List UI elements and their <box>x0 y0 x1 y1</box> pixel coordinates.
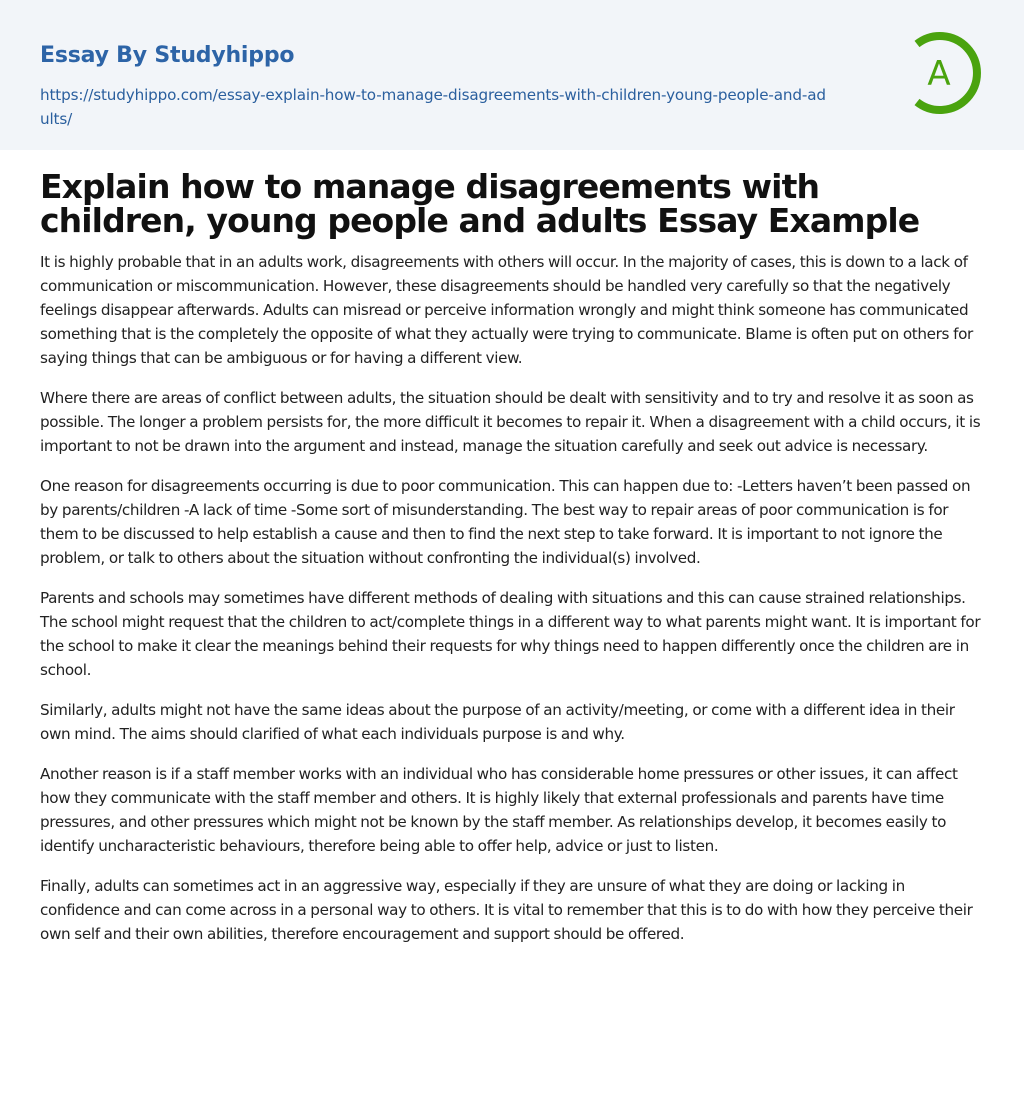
site-header <box>0 0 1024 150</box>
article-paragraph: One reason for disagreements occurring is due to poor communication. This can happen due to: -Letters haven’t been passed on by parents/children -A lack of time -Some sort of misunderstanding. The best way to repair areas of poor communication is for them to be discussed to help establish a cause and then to find the next step to take forward. It is important to not ignore the problem, or talk to others about the situation without confronting the individual(s) involved. <box>40 477 971 567</box>
article-paragraph: Parents and schools may sometimes have different methods of dealing with situations and this can cause strained relationships. The school might request that the children to act/complete things in a different way to what parents might want. It is important for the school to make it clear the meanings behind their requests for why things need to happen differently once the children are in school. <box>40 589 981 679</box>
page-title: Explain how to manage disagreements with children, young people and adults Essay Example <box>40 167 920 240</box>
article-paragraph: It is highly probable that in an adults work, disagreements with others will occur. In the majority of cases, this is down to a lack of communication or miscommunication. However, these disagreements should be handled very carefully so that the negatively feelings disappear afterwards. Adults can misread or perceive information wrongly and might think someone has communicated something that is the completely the opposite of what they actually were trying to communicate. Blame is often put on others for saying things that can be ambiguous or for having a different view. <box>40 253 973 367</box>
logo-letter: A <box>927 54 951 94</box>
article <box>0 150 1024 946</box>
article-paragraph: Similarly, adults might not have the same ideas about the purpose of an activity/meeting, or come with a different idea in their own mind. The aims should clarified of what each individuals purpose is and why. <box>40 701 955 743</box>
studyhippo-logo-icon[interactable] <box>905 28 989 118</box>
article-paragraph: Another reason is if a staff member works with an individual who has considerable home pressures or other issues, it can affect how they communicate with the staff member and others. It is highly likely that external professionals and parents have time pressures, and other pressures which might not be known by the staff member. As relationships develop, it becomes easily to identify uncharacteristic behaviours, therefore being able to offer help, advice or just to listen. <box>40 765 958 855</box>
source-url-link[interactable]: https://studyhippo.com/essay-explain-how-to-manage-disagreements-with-children-young-people-and-adults/ <box>40 86 826 128</box>
brand-title[interactable]: Essay By Studyhippo <box>40 43 295 68</box>
article-paragraph: Where there are areas of conflict between adults, the situation should be dealt with sensitivity and to try and resolve it as soon as possible. The longer a problem persists for, the more difficult it becomes to repair it. When a disagreement with a child occurs, it is important to not be drawn into the argument and instead, manage the situation carefully and seek out advice is necessary. <box>40 389 981 455</box>
article-paragraph: Finally, adults can sometimes act in an aggressive way, especially if they are unsure of what they are doing or lacking in confidence and can come across in a personal way to others. It is vital to remember that this is to do with how they perceive their own self and their own abilities, therefore encouragement and support should be offered. <box>40 877 973 943</box>
